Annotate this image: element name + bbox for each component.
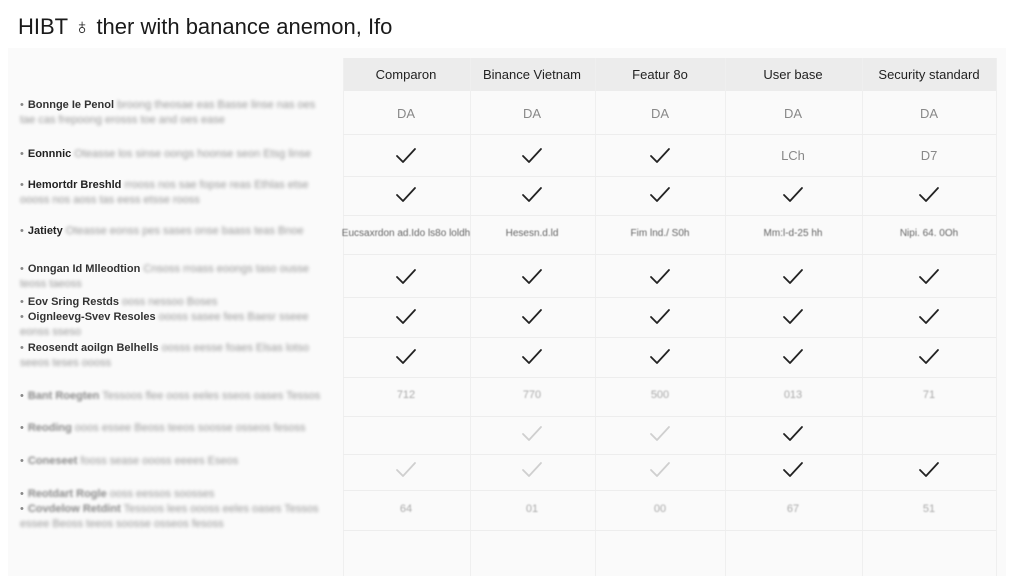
row-label-title: Bonnge Ie Penol [27,99,115,111]
table-cell: DA [650,106,670,121]
check-icon [918,268,940,286]
table-cell-check [467,186,597,209]
table-cell-check [467,425,597,448]
row-label [20,262,330,292]
table-cell-check [864,268,994,291]
row-label-title: Covdelow Retdint [27,503,121,515]
row-label-title: Eonnnic [27,148,72,160]
check-icon [521,268,543,286]
bullet-icon: • [20,179,24,191]
check-icon [649,308,671,326]
table-cell: DA [522,106,542,121]
check-icon [521,147,543,165]
check-icon [782,348,804,366]
table-cell-check [864,308,994,331]
row-divider [343,254,996,255]
check-icon [649,348,671,366]
bullet-icon: • [20,455,24,467]
check-icon [649,186,671,204]
bullet-icon: • [20,263,24,275]
table-cell: Fim lnd./ S0h [630,228,690,239]
row-label-description: Cnsoss rroass eoongs taso ousse teoss taeoss [20,263,310,290]
table-cell-check [341,308,471,331]
check-icon [395,348,417,366]
check-icon [782,425,804,443]
check-icon [918,186,940,204]
table-cell-check [341,186,471,209]
column-header[interactable]: Binance Vietnam [482,67,582,82]
row-label-description: ooss nessoo Boses [118,296,218,308]
bullet-icon: • [20,296,24,308]
table-cell-check [341,461,471,484]
row-label [20,98,330,128]
row-label-title: Bant Roegten [27,390,100,402]
row-label-description: rrooss nos sae fopse reas Ethlas etse oooss nos aoss tas eess etsse rooss [20,179,309,206]
table-cell-check [595,425,725,448]
row-label-title: Reoding [27,422,72,434]
check-icon [521,186,543,204]
row-label-title: Onngan Id Mlleodtion [27,263,141,275]
table-cell-check [341,268,471,291]
check-icon [782,308,804,326]
row-divider [343,416,996,417]
table-cell: Mm:l-d-25 hh [763,228,823,239]
table-cell-check [864,348,994,371]
column-header[interactable]: Comparon [375,67,437,82]
row-label [20,178,330,208]
row-label-description: broong theosae eas Basse linse nas oes tae cas frepoong erosss toe and oes ease [20,99,316,126]
row-label [20,454,330,469]
bullet-icon: • [20,99,24,111]
bullet-icon: • [20,148,24,160]
check-icon [395,147,417,165]
table-cell: 770 [522,389,542,401]
row-label [20,487,330,502]
check-icon [521,348,543,366]
row-divider [343,454,996,455]
row-label-title: Reosendt aoilgn Belhells [27,342,159,354]
row-label [20,389,330,404]
check-icon [395,461,417,479]
table-cell-check [595,268,725,291]
table-cell-check [467,147,597,170]
column-divider [725,58,726,576]
table-cell: DA [396,106,416,121]
row-label-title: Jatiety [27,225,63,237]
table-cell-check [728,461,858,484]
table-cell-check [467,348,597,371]
check-icon [649,425,671,443]
row-label-description: oooss sasee fees Baesr sseee eonss sseso [20,311,309,338]
table-cell: Hesesn.d.ld [505,228,559,239]
bullet-icon: • [20,503,24,515]
check-icon [649,461,671,479]
row-divider [343,490,996,491]
column-header[interactable]: Security standard [878,67,980,82]
page-title: HIBT ♁ ther with banance anemon, Ifo [18,14,393,39]
table-cell: 01 [525,503,539,515]
row-label-description: Oteasse eonss pes sases onse baass teas Bnoe [62,225,304,237]
column-divider [862,58,863,576]
bullet-icon: • [20,488,24,500]
check-icon [649,147,671,165]
row-divider [343,176,996,177]
table-cell-check [595,308,725,331]
table-cell-check [341,147,471,170]
table-cell-check [467,268,597,291]
row-divider [343,530,996,531]
table-cell-check [728,425,858,448]
row-label-title: Eov Sring Restds [27,296,119,308]
check-icon [782,268,804,286]
table-cell: LCh [781,148,805,163]
table-cell: D7 [920,148,938,163]
table-cell: DA [783,106,803,121]
check-icon [395,308,417,326]
bullet-icon: • [20,311,24,323]
table-cell-check [595,348,725,371]
row-divider [343,377,996,378]
row-label [20,224,330,239]
row-label-description: Tessoos flee ooss eeles sseos oases Tessos [99,390,321,402]
row-label [20,295,330,310]
check-icon [782,186,804,204]
row-label-description: fooss sease oooss eeees Eseos [77,455,239,467]
row-label [20,421,330,436]
check-icon [918,308,940,326]
table-cell: 712 [396,389,416,401]
table-cell: 51 [922,503,936,515]
bullet-icon: • [20,390,24,402]
row-label-description: Oteasse los sinse oongs hoonse seon Etsg linse [71,148,311,160]
table-cell-check [728,308,858,331]
row-label-description: Tessoos lees oooss eeles oases Tessos essee Beoss teeos soosse osseos fesoss [20,503,319,530]
check-icon [395,268,417,286]
column-divider [996,58,997,576]
row-label [20,310,330,340]
table-cell-check [595,147,725,170]
table-cell: 67 [786,503,800,515]
table-cell: Nipi. 64. 0Oh [899,228,959,239]
table-cell: DA [919,106,939,121]
row-label-description: ooss eessos soosses [106,488,215,500]
table-cell-check [341,348,471,371]
check-icon [649,268,671,286]
table-cell-check [864,186,994,209]
bullet-icon: • [20,342,24,354]
row-divider [343,337,996,338]
row-label-description: oosss eesse foaes Elsas lotso seeos teses oooss [20,342,310,369]
table-cell: 013 [783,389,803,401]
table-cell: 71 [922,389,936,401]
check-icon [521,308,543,326]
table-cell-check [467,308,597,331]
row-label-title: Hemortdr Breshld [27,179,122,191]
row-label-title: Coneseet [27,455,78,467]
check-icon [521,461,543,479]
column-header[interactable]: Featur 8o [632,67,688,82]
check-icon [395,186,417,204]
check-icon [918,348,940,366]
table-cell-check [595,186,725,209]
table-cell: Eucsaxrdon ad.Ido ls8o loldh [341,228,471,239]
table-cell: 00 [653,503,667,515]
row-divider [343,297,996,298]
check-icon [782,461,804,479]
table-cell-check [728,186,858,209]
bullet-icon: • [20,225,24,237]
row-label-description: ooos essee Beoss teeos soosse osseos fesoss [71,422,306,434]
table-cell: 500 [650,389,670,401]
table-cell-check [467,461,597,484]
table-cell-check [728,348,858,371]
table-cell-check [595,461,725,484]
bullet-icon: • [20,422,24,434]
row-label [20,502,330,532]
table-cell-check [864,461,994,484]
check-icon [918,461,940,479]
row-label [20,341,330,371]
row-label-title: Oignleevg-Svev Resoles [27,311,156,323]
table-cell: 64 [399,503,413,515]
row-label [20,147,330,162]
row-divider [343,215,996,216]
check-icon [521,425,543,443]
row-label-title: Reotdart Rogle [27,488,107,500]
table-cell-check [728,268,858,291]
row-divider [343,134,996,135]
column-header[interactable]: User base [763,67,823,82]
